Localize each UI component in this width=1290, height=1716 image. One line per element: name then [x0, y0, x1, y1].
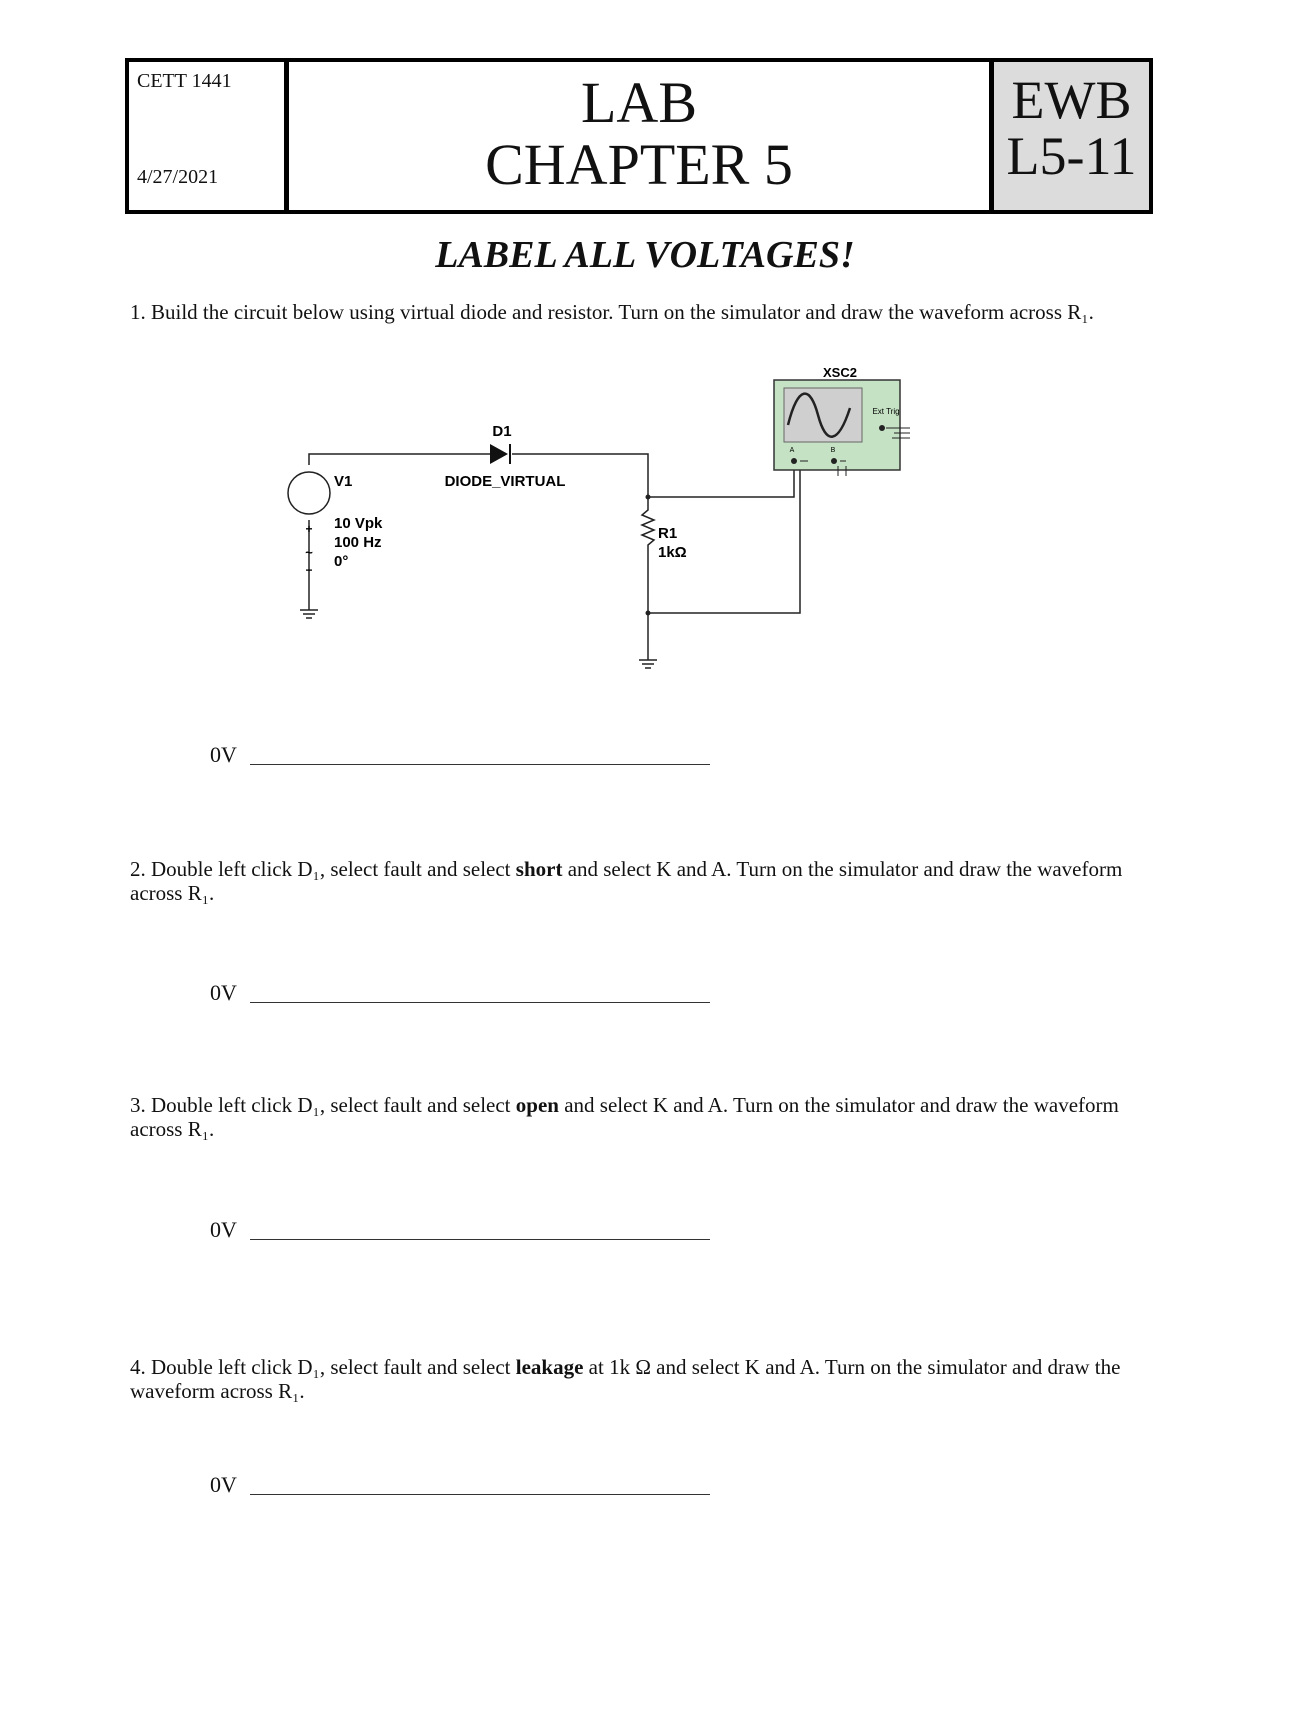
- title-line-1: LAB: [581, 70, 697, 135]
- ground-icon-right: [639, 660, 657, 668]
- fault-type-leakage: leakage: [515, 1355, 584, 1379]
- source-frequency: 100 Hz: [334, 534, 382, 551]
- answer-line[interactable]: [250, 1239, 710, 1240]
- resistor-value: 1kΩ: [658, 544, 687, 561]
- wire-scope-a: [648, 460, 794, 497]
- channel-a-label: A: [789, 447, 795, 454]
- banner-title: LABEL ALL VOLTAGES!: [435, 234, 855, 276]
- source-plus-sign: +: [305, 522, 313, 536]
- answer-row-2: [210, 980, 237, 1006]
- title-line-2: CHAPTER 5: [485, 132, 793, 197]
- header-title-cell: [289, 62, 994, 210]
- tag-line-2: L5-11: [1006, 126, 1137, 186]
- resistor-zigzag: [642, 490, 654, 605]
- header-left-cell: [129, 62, 289, 210]
- ext-trig-label: Ext Trig: [872, 407, 900, 416]
- source-amplitude: 10 Vpk: [334, 515, 383, 532]
- ac-source-icon: [288, 472, 330, 514]
- source-minus-sign: −: [305, 563, 313, 577]
- zero-volt-label: 0V: [210, 742, 237, 767]
- diode-name: D1: [492, 423, 512, 440]
- zero-volt-label: 0V: [210, 980, 237, 1005]
- scope-label: XSC2: [823, 365, 857, 380]
- answer-row-3: [210, 1217, 237, 1243]
- header-tag-cell: [994, 62, 1149, 210]
- circuit-diagram: [260, 360, 940, 690]
- header-box: [125, 58, 1153, 214]
- fault-type-short: short: [515, 857, 563, 881]
- source-tilde: ~: [305, 545, 313, 560]
- answer-line[interactable]: [250, 764, 710, 765]
- course-code: CETT 1441: [137, 70, 232, 92]
- question-1: 1. Build the circuit below using virtual diode and resistor. Turn on the simulator and draw the waveform across R₁.: [130, 300, 1094, 324]
- source-name: V1: [334, 473, 353, 490]
- channel-b-label: B: [830, 447, 836, 454]
- lab-date: 4/27/2021: [137, 166, 219, 188]
- ground-icon-left: [300, 610, 318, 618]
- resistor-name: R1: [658, 525, 678, 542]
- answer-row-4: [210, 1472, 237, 1498]
- source-phase: 0°: [334, 553, 349, 570]
- tag-line-1: EWB: [1011, 70, 1132, 130]
- question-2: 2. Double left click D₁, select fault and select short and select K and A. Turn on the simulator and draw the waveform across R₁.: [130, 857, 1123, 905]
- question-3: 3. Double left click D₁, select fault and select open and select K and A. Turn on the simulator and draw the waveform across R₁.: [130, 1093, 1119, 1141]
- diode-icon: [490, 444, 508, 464]
- diode-model: DIODE_VIRTUAL: [444, 473, 566, 490]
- answer-line[interactable]: [250, 1494, 710, 1495]
- fault-type-open: open: [515, 1093, 559, 1117]
- answer-row-1: [210, 742, 237, 768]
- zero-volt-label: 0V: [210, 1217, 237, 1242]
- question-4: 4. Double left click D₁, select fault and select leakage at 1k Ω and select K and A. Turn on the simulator and draw the waveform across R₁.: [130, 1355, 1121, 1403]
- answer-line[interactable]: [250, 1002, 710, 1003]
- zero-volt-label: 0V: [210, 1472, 237, 1497]
